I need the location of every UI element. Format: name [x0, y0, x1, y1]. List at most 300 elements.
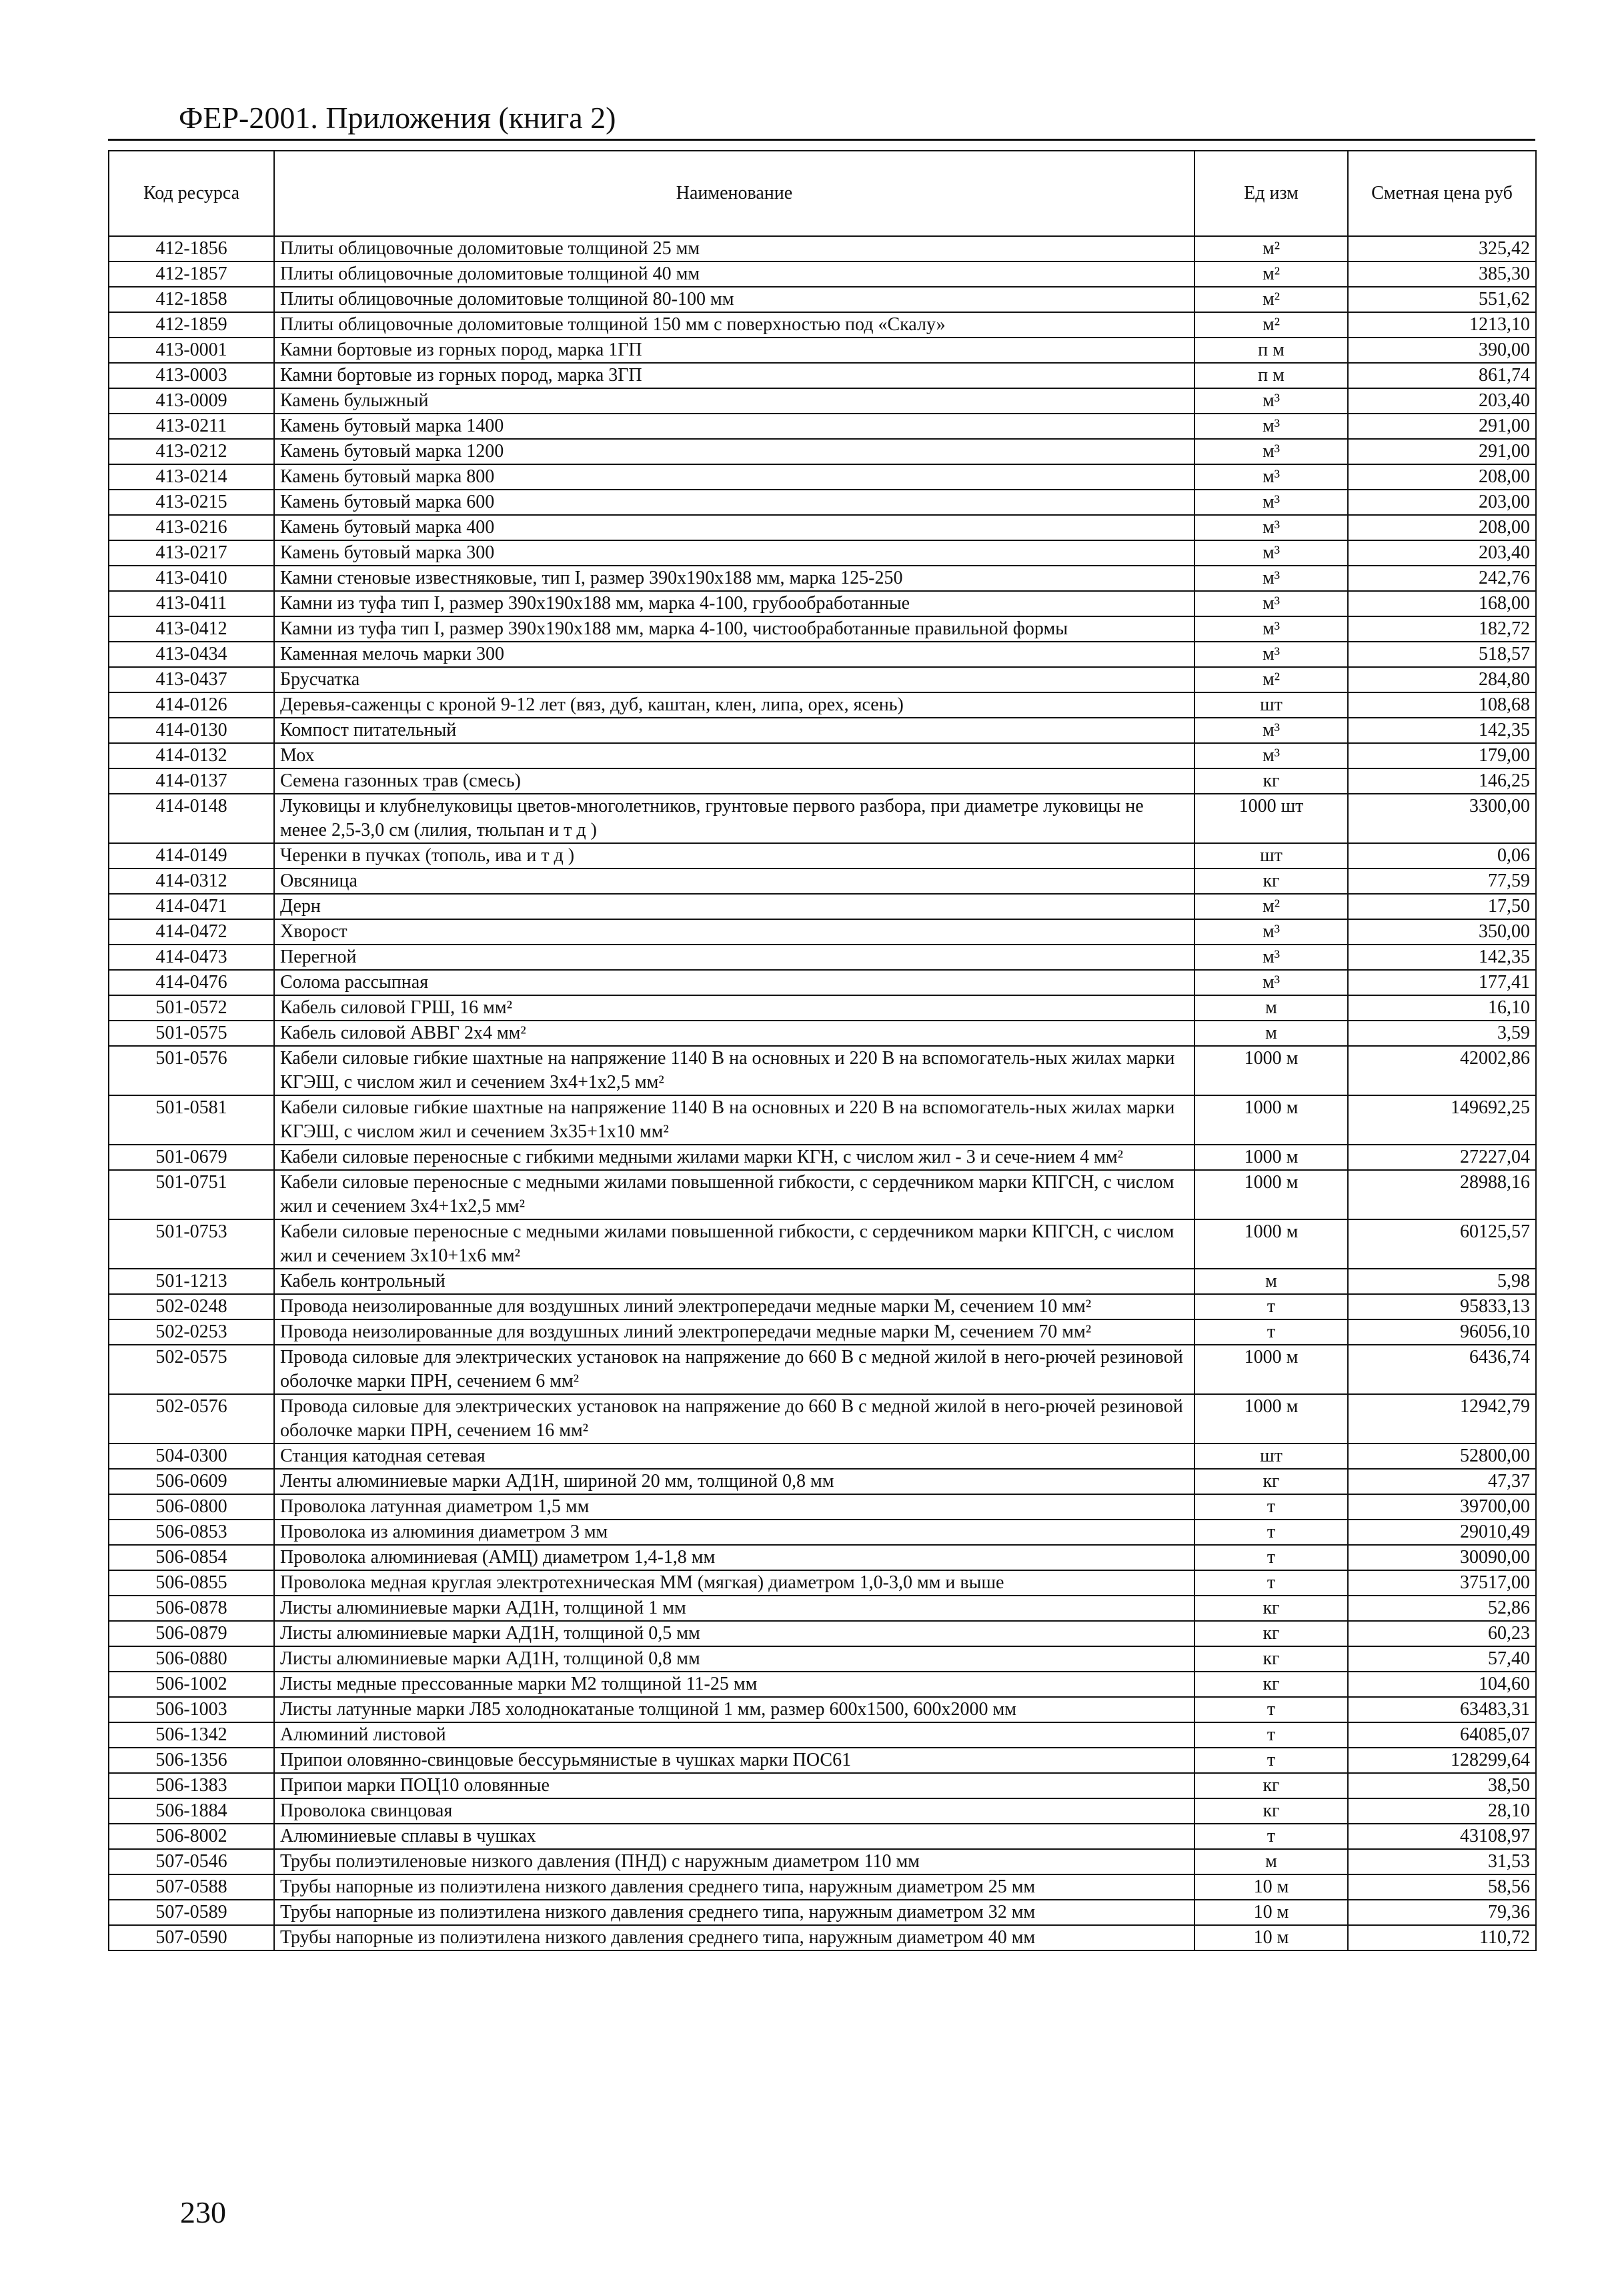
table-row [109, 616, 1536, 642]
resource-code-cell: 507-0588 [109, 1874, 274, 1900]
table-row [109, 667, 1536, 692]
resource-code-cell: 506-1383 [109, 1773, 274, 1798]
resource-code-cell: 501-1213 [109, 1269, 274, 1294]
price-cell: 3,59 [1348, 1021, 1536, 1046]
unit-cell: м [1194, 995, 1348, 1021]
price-cell: 39700,00 [1348, 1494, 1536, 1520]
name-cell: Кабели силовые гибкие шахтные на напряжение 1140 В на основных и 220 В на вспомогатель-ных жилах марки КГЭШ, с числом жил и сечением 3х35+1х10 мм² [274, 1095, 1194, 1145]
unit-cell: 1000 м [1194, 1170, 1348, 1219]
name-cell: Камень бутовый марка 600 [274, 490, 1194, 515]
price-cell: 37517,00 [1348, 1570, 1536, 1596]
price-cell: 861,74 [1348, 363, 1536, 388]
resource-code-cell: 414-0472 [109, 919, 274, 945]
table-row [109, 1046, 1536, 1095]
price-cell: 177,41 [1348, 970, 1536, 995]
resource-code-cell: 414-0148 [109, 794, 274, 843]
table-row [109, 1095, 1536, 1145]
table-row [109, 1145, 1536, 1170]
unit-cell: м³ [1194, 388, 1348, 414]
resource-code-cell: 413-0212 [109, 439, 274, 464]
unit-cell: п м [1194, 338, 1348, 363]
resource-code-cell: 506-0853 [109, 1520, 274, 1545]
table-row [109, 894, 1536, 919]
name-cell: Проволока из алюминия диаметром 3 мм [274, 1520, 1194, 1545]
resource-code-cell: 502-0253 [109, 1319, 274, 1345]
unit-cell: м³ [1194, 439, 1348, 464]
price-cell: 325,42 [1348, 236, 1536, 261]
table-row [109, 945, 1536, 970]
page-header: ФЕР-2001. Приложения (книга 2) [179, 101, 616, 135]
resource-code-cell: 414-0312 [109, 869, 274, 894]
price-cell: 29010,49 [1348, 1520, 1536, 1545]
unit-cell: м³ [1194, 743, 1348, 768]
resource-code-cell: 414-0130 [109, 718, 274, 743]
unit-cell: шт [1194, 692, 1348, 718]
unit-cell: м³ [1194, 566, 1348, 591]
resource-code-cell: 501-0575 [109, 1021, 274, 1046]
name-cell: Компост питательный [274, 718, 1194, 743]
price-cell: 31,53 [1348, 1849, 1536, 1874]
table-row [109, 1697, 1536, 1722]
price-cell: 291,00 [1348, 439, 1536, 464]
table-row [109, 743, 1536, 768]
price-cell: 203,40 [1348, 540, 1536, 566]
name-cell: Камень бутовый марка 1400 [274, 414, 1194, 439]
name-cell: Станция катодная сетевая [274, 1444, 1194, 1469]
table-row [109, 236, 1536, 261]
name-cell: Камни стеновые известняковые, тип I, размер 390x190x188 мм, марка 125-250 [274, 566, 1194, 591]
name-cell: Плиты облицовочные доломитовые толщиной 80-100 мм [274, 287, 1194, 312]
resource-code-cell: 414-0471 [109, 894, 274, 919]
price-cell: 60,23 [1348, 1621, 1536, 1646]
name-cell: Трубы напорные из полиэтилена низкого давления среднего типа, наружным диаметром 40 мм [274, 1925, 1194, 1950]
unit-cell: кг [1194, 1469, 1348, 1494]
name-cell: Камень бутовый марка 300 [274, 540, 1194, 566]
table-row [109, 261, 1536, 287]
price-cell: 284,80 [1348, 667, 1536, 692]
price-cell: 52800,00 [1348, 1444, 1536, 1469]
name-cell: Листы алюминиевые марки АД1Н, толщиной 1 мм [274, 1596, 1194, 1621]
name-cell: Солома рассыпная [274, 970, 1194, 995]
price-cell: 47,37 [1348, 1469, 1536, 1494]
resource-code-cell: 506-0878 [109, 1596, 274, 1621]
column-header-name: Наименование [274, 151, 1194, 236]
table-row [109, 794, 1536, 843]
name-cell: Кабели силовые переносные с медными жилами повышенной гибкости, с сердечником марки КПГСН, с числом жил и сечением 3х4+1х2,5 мм² [274, 1170, 1194, 1219]
unit-cell: м² [1194, 261, 1348, 287]
name-cell: Камни бортовые из горных пород, марка 1ГП [274, 338, 1194, 363]
price-cell: 5,98 [1348, 1269, 1536, 1294]
table-row [109, 439, 1536, 464]
unit-cell: м [1194, 1849, 1348, 1874]
unit-cell: т [1194, 1319, 1348, 1345]
unit-cell: м³ [1194, 464, 1348, 490]
name-cell: Провода силовые для электрических установок на напряжение до 660 В с медной жилой в него-рючей резиновой оболочке марки ПРН, сечением 6 мм² [274, 1345, 1194, 1394]
resource-code-cell: 413-0214 [109, 464, 274, 490]
resource-code-cell: 412-1856 [109, 236, 274, 261]
name-cell: Черенки в пучках (тополь, ива и т д ) [274, 843, 1194, 869]
price-cell: 385,30 [1348, 261, 1536, 287]
resource-code-cell: 413-0215 [109, 490, 274, 515]
table-row [109, 1394, 1536, 1444]
price-cell: 168,00 [1348, 591, 1536, 616]
table-row [109, 1824, 1536, 1849]
table-row [109, 1545, 1536, 1570]
unit-cell: м³ [1194, 945, 1348, 970]
price-cell: 6436,74 [1348, 1345, 1536, 1394]
price-cell: 182,72 [1348, 616, 1536, 642]
price-cell: 95833,13 [1348, 1294, 1536, 1319]
price-cell: 27227,04 [1348, 1145, 1536, 1170]
name-cell: Трубы полиэтиленовые низкого давления (ПНД) с наружным диаметром 110 мм [274, 1849, 1194, 1874]
table-row [109, 1345, 1536, 1394]
name-cell: Мох [274, 743, 1194, 768]
price-cell: 203,00 [1348, 490, 1536, 515]
name-cell: Камни бортовые из горных пород, марка 3ГП [274, 363, 1194, 388]
resource-code-cell: 413-0217 [109, 540, 274, 566]
table-row [109, 1646, 1536, 1672]
resource-code-cell: 506-0855 [109, 1570, 274, 1596]
unit-cell: м² [1194, 287, 1348, 312]
price-cell: 110,72 [1348, 1925, 1536, 1950]
name-cell: Хворост [274, 919, 1194, 945]
unit-cell: 1000 м [1194, 1095, 1348, 1145]
unit-cell: м³ [1194, 515, 1348, 540]
column-header-price: Сметная цена руб [1348, 151, 1536, 236]
table-row [109, 970, 1536, 995]
table-row [109, 414, 1536, 439]
unit-cell: м² [1194, 894, 1348, 919]
table-row [109, 1874, 1536, 1900]
price-cell: 146,25 [1348, 768, 1536, 794]
name-cell: Проволока свинцовая [274, 1798, 1194, 1824]
unit-cell: 1000 м [1194, 1394, 1348, 1444]
table-row [109, 995, 1536, 1021]
price-cell: 12942,79 [1348, 1394, 1536, 1444]
resource-code-cell: 414-0476 [109, 970, 274, 995]
resource-code-cell: 506-1356 [109, 1748, 274, 1773]
table-row [109, 1722, 1536, 1748]
name-cell: Плиты облицовочные доломитовые толщиной 150 мм с поверхностью под «Скалу» [274, 312, 1194, 338]
price-cell: 208,00 [1348, 515, 1536, 540]
table-row [109, 1748, 1536, 1773]
unit-cell: т [1194, 1570, 1348, 1596]
column-header-unit: Ед изм [1194, 151, 1348, 236]
table-row [109, 338, 1536, 363]
name-cell: Кабель контрольный [274, 1269, 1194, 1294]
name-cell: Листы латунные марки Л85 холоднокатаные толщиной 1 мм, размер 600х1500, 600х2000 мм [274, 1697, 1194, 1722]
resource-code-cell: 413-0410 [109, 566, 274, 591]
name-cell: Каменная мелочь марки 300 [274, 642, 1194, 667]
price-cell: 30090,00 [1348, 1545, 1536, 1570]
resource-code-cell: 501-0581 [109, 1095, 274, 1145]
unit-cell: т [1194, 1824, 1348, 1849]
resource-code-cell: 412-1858 [109, 287, 274, 312]
table-row [109, 363, 1536, 388]
unit-cell: 10 м [1194, 1925, 1348, 1950]
unit-cell: м³ [1194, 718, 1348, 743]
name-cell: Овсяница [274, 869, 1194, 894]
table-header-row [109, 151, 1536, 236]
unit-cell: п м [1194, 363, 1348, 388]
unit-cell: 1000 м [1194, 1345, 1348, 1394]
price-cell: 242,76 [1348, 566, 1536, 591]
table-row [109, 718, 1536, 743]
unit-cell: м³ [1194, 591, 1348, 616]
name-cell: Кабели силовые переносные с медными жилами повышенной гибкости, с сердечником марки КПГСН, с числом жил и сечением 3х10+1х6 мм² [274, 1219, 1194, 1269]
unit-cell: м³ [1194, 642, 1348, 667]
resource-code-cell: 412-1857 [109, 261, 274, 287]
unit-cell: кг [1194, 1621, 1348, 1646]
name-cell: Семена газонных трав (смесь) [274, 768, 1194, 794]
price-cell: 28988,16 [1348, 1170, 1536, 1219]
table-row [109, 919, 1536, 945]
unit-cell: 10 м [1194, 1900, 1348, 1925]
unit-cell: м³ [1194, 490, 1348, 515]
name-cell: Камень булыжный [274, 388, 1194, 414]
resource-code-cell: 414-0473 [109, 945, 274, 970]
unit-cell: кг [1194, 768, 1348, 794]
name-cell: Алюминиевые сплавы в чушках [274, 1824, 1194, 1849]
resource-code-cell: 506-0880 [109, 1646, 274, 1672]
unit-cell: т [1194, 1748, 1348, 1773]
table-row [109, 1773, 1536, 1798]
unit-cell: т [1194, 1520, 1348, 1545]
name-cell: Проволока медная круглая электротехническая ММ (мягкая) диаметром 1,0-3,0 мм и выше [274, 1570, 1194, 1596]
name-cell: Кабели силовые переносные с гибкими медными жилами марки КГН, с числом жил - 3 и сече-нием 4 мм² [274, 1145, 1194, 1170]
name-cell: Камень бутовый марка 1200 [274, 439, 1194, 464]
price-cell: 3300,00 [1348, 794, 1536, 843]
resource-code-cell: 507-0546 [109, 1849, 274, 1874]
price-cell: 350,00 [1348, 919, 1536, 945]
price-cell: 28,10 [1348, 1798, 1536, 1824]
resource-code-cell: 501-0576 [109, 1046, 274, 1095]
price-cell: 142,35 [1348, 718, 1536, 743]
resource-code-cell: 506-0854 [109, 1545, 274, 1570]
name-cell: Камень бутовый марка 400 [274, 515, 1194, 540]
name-cell: Листы алюминиевые марки АД1Н, толщиной 0,8 мм [274, 1646, 1194, 1672]
price-cell: 38,50 [1348, 1773, 1536, 1798]
column-header-code: Код ресурса [109, 151, 274, 236]
unit-cell: м² [1194, 236, 1348, 261]
resource-code-cell: 413-0216 [109, 515, 274, 540]
table-row [109, 1925, 1536, 1950]
name-cell: Алюминий листовой [274, 1722, 1194, 1748]
resource-code-cell: 413-0211 [109, 414, 274, 439]
name-cell: Ленты алюминиевые марки АД1Н, шириной 20 мм, толщиной 0,8 мм [274, 1469, 1194, 1494]
unit-cell: м³ [1194, 919, 1348, 945]
resource-code-cell: 414-0137 [109, 768, 274, 794]
unit-cell: шт [1194, 843, 1348, 869]
resource-code-cell: 506-0609 [109, 1469, 274, 1494]
name-cell: Листы медные прессованные марки М2 толщиной 11-25 мм [274, 1672, 1194, 1697]
name-cell: Дерн [274, 894, 1194, 919]
unit-cell: кг [1194, 1672, 1348, 1697]
table-row [109, 1021, 1536, 1046]
table-row [109, 1570, 1536, 1596]
price-cell: 142,35 [1348, 945, 1536, 970]
table-row [109, 1469, 1536, 1494]
table-row [109, 1798, 1536, 1824]
resource-code-cell: 507-0590 [109, 1925, 274, 1950]
price-cell: 79,36 [1348, 1900, 1536, 1925]
price-cell: 518,57 [1348, 642, 1536, 667]
unit-cell: 1000 м [1194, 1145, 1348, 1170]
table-row [109, 1219, 1536, 1269]
resource-code-cell: 413-0001 [109, 338, 274, 363]
price-cell: 551,62 [1348, 287, 1536, 312]
table-row [109, 388, 1536, 414]
table-row [109, 1319, 1536, 1345]
name-cell: Брусчатка [274, 667, 1194, 692]
table-row [109, 1269, 1536, 1294]
unit-cell: 1000 шт [1194, 794, 1348, 843]
resource-code-cell: 507-0589 [109, 1900, 274, 1925]
price-cell: 17,50 [1348, 894, 1536, 919]
name-cell: Деревья-саженцы с кроной 9-12 лет (вяз, дуб, каштан, клен, липа, орех, ясень) [274, 692, 1194, 718]
unit-cell: м³ [1194, 970, 1348, 995]
unit-cell: 1000 м [1194, 1219, 1348, 1269]
resource-code-cell: 501-0572 [109, 995, 274, 1021]
resource-code-cell: 412-1859 [109, 312, 274, 338]
resource-code-cell: 506-1884 [109, 1798, 274, 1824]
table-body [109, 236, 1536, 1950]
resource-code-cell: 502-0248 [109, 1294, 274, 1319]
price-cell: 57,40 [1348, 1646, 1536, 1672]
resource-code-cell: 414-0132 [109, 743, 274, 768]
price-cell: 58,56 [1348, 1874, 1536, 1900]
name-cell: Камни из туфа тип I, размер 390x190x188 мм, марка 4-100, чистообработанные правильной формы [274, 616, 1194, 642]
resource-code-cell: 502-0575 [109, 1345, 274, 1394]
table-row [109, 566, 1536, 591]
name-cell: Кабели силовые гибкие шахтные на напряжение 1140 В на основных и 220 В на вспомогатель-ных жилах марки КГЭШ, с числом жил и сечением 3х4+1х2,5 мм² [274, 1046, 1194, 1095]
unit-cell: 1000 м [1194, 1046, 1348, 1095]
resource-code-cell: 501-0751 [109, 1170, 274, 1219]
resource-code-cell: 413-0437 [109, 667, 274, 692]
name-cell: Трубы напорные из полиэтилена низкого давления среднего типа, наружным диаметром 32 мм [274, 1900, 1194, 1925]
unit-cell: кг [1194, 1646, 1348, 1672]
table-row [109, 312, 1536, 338]
name-cell: Проволока латунная диаметром 1,5 мм [274, 1494, 1194, 1520]
header-rule [108, 139, 1535, 141]
table-row [109, 515, 1536, 540]
price-cell: 208,00 [1348, 464, 1536, 490]
name-cell: Припои оловянно-свинцовые бессурьмянистые в чушках марки ПОС61 [274, 1748, 1194, 1773]
unit-cell: 10 м [1194, 1874, 1348, 1900]
table-row [109, 1849, 1536, 1874]
unit-cell: м [1194, 1269, 1348, 1294]
name-cell: Провода силовые для электрических установок на напряжение до 660 В с медной жилой в него-рючей резиновой оболочке марки ПРН, сечением 16 мм² [274, 1394, 1194, 1444]
unit-cell: шт [1194, 1444, 1348, 1469]
resource-code-cell: 414-0126 [109, 692, 274, 718]
price-cell: 149692,25 [1348, 1095, 1536, 1145]
price-cell: 1213,10 [1348, 312, 1536, 338]
table-row [109, 464, 1536, 490]
unit-cell: т [1194, 1294, 1348, 1319]
price-cell: 77,59 [1348, 869, 1536, 894]
resource-code-cell: 506-0879 [109, 1621, 274, 1646]
unit-cell: м [1194, 1021, 1348, 1046]
price-cell: 108,68 [1348, 692, 1536, 718]
resource-code-cell: 413-0434 [109, 642, 274, 667]
resource-code-cell: 413-0003 [109, 363, 274, 388]
unit-cell: т [1194, 1545, 1348, 1570]
resource-code-cell: 506-0800 [109, 1494, 274, 1520]
page-number: 230 [180, 2195, 226, 2229]
resource-code-cell: 502-0576 [109, 1394, 274, 1444]
price-cell: 203,40 [1348, 388, 1536, 414]
name-cell: Кабель силовой АВВГ 2х4 мм² [274, 1021, 1194, 1046]
resource-code-cell: 501-0679 [109, 1145, 274, 1170]
table-row [109, 287, 1536, 312]
price-cell: 60125,57 [1348, 1219, 1536, 1269]
resource-code-cell: 501-0753 [109, 1219, 274, 1269]
resource-code-cell: 414-0149 [109, 843, 274, 869]
table-row [109, 1900, 1536, 1925]
table-row [109, 1444, 1536, 1469]
price-cell: 52,86 [1348, 1596, 1536, 1621]
name-cell: Плиты облицовочные доломитовые толщиной 25 мм [274, 236, 1194, 261]
unit-cell: м³ [1194, 616, 1348, 642]
table-row [109, 540, 1536, 566]
resource-code-cell: 413-0411 [109, 591, 274, 616]
price-cell: 16,10 [1348, 995, 1536, 1021]
unit-cell: кг [1194, 1773, 1348, 1798]
unit-cell: м³ [1194, 540, 1348, 566]
name-cell: Трубы напорные из полиэтилена низкого давления среднего типа, наружным диаметром 25 мм [274, 1874, 1194, 1900]
price-cell: 179,00 [1348, 743, 1536, 768]
table-row [109, 642, 1536, 667]
table-row [109, 1596, 1536, 1621]
name-cell: Провода неизолированные для воздушных линий электропередачи медные марки М, сечением 10 мм² [274, 1294, 1194, 1319]
name-cell: Листы алюминиевые марки АД1Н, толщиной 0,5 мм [274, 1621, 1194, 1646]
resource-code-cell: 413-0412 [109, 616, 274, 642]
name-cell: Кабель силовой ГРШ, 16 мм² [274, 995, 1194, 1021]
unit-cell: т [1194, 1494, 1348, 1520]
table-row [109, 869, 1536, 894]
price-cell: 43108,97 [1348, 1824, 1536, 1849]
unit-cell: м² [1194, 312, 1348, 338]
unit-cell: м³ [1194, 414, 1348, 439]
price-table [108, 150, 1537, 1951]
price-cell: 63483,31 [1348, 1697, 1536, 1722]
name-cell: Камни из туфа тип I, размер 390x190x188 мм, марка 4-100, грубообработанные [274, 591, 1194, 616]
unit-cell: кг [1194, 1798, 1348, 1824]
unit-cell: т [1194, 1722, 1348, 1748]
unit-cell: кг [1194, 869, 1348, 894]
name-cell: Провода неизолированные для воздушных линий электропередачи медные марки М, сечением 70 мм² [274, 1319, 1194, 1345]
resource-code-cell: 506-8002 [109, 1824, 274, 1849]
table-row [109, 843, 1536, 869]
unit-cell: м² [1194, 667, 1348, 692]
resource-code-cell: 506-1002 [109, 1672, 274, 1697]
price-cell: 291,00 [1348, 414, 1536, 439]
table-row [109, 768, 1536, 794]
name-cell: Плиты облицовочные доломитовые толщиной 40 мм [274, 261, 1194, 287]
resource-code-cell: 413-0009 [109, 388, 274, 414]
table-row [109, 1294, 1536, 1319]
name-cell: Проволока алюминиевая (АМЦ) диаметром 1,4-1,8 мм [274, 1545, 1194, 1570]
price-cell: 128299,64 [1348, 1748, 1536, 1773]
price-cell: 64085,07 [1348, 1722, 1536, 1748]
table-row [109, 1494, 1536, 1520]
table-row [109, 1672, 1536, 1697]
table-row [109, 1520, 1536, 1545]
price-cell: 390,00 [1348, 338, 1536, 363]
price-cell: 42002,86 [1348, 1046, 1536, 1095]
name-cell: Луковицы и клубнелуковицы цветов-многолетников, грунтовые первого разбора, при диаметре луковицы не менее 2,5-3,0 см (лилия, тюльпан и т д ) [274, 794, 1194, 843]
unit-cell: кг [1194, 1596, 1348, 1621]
